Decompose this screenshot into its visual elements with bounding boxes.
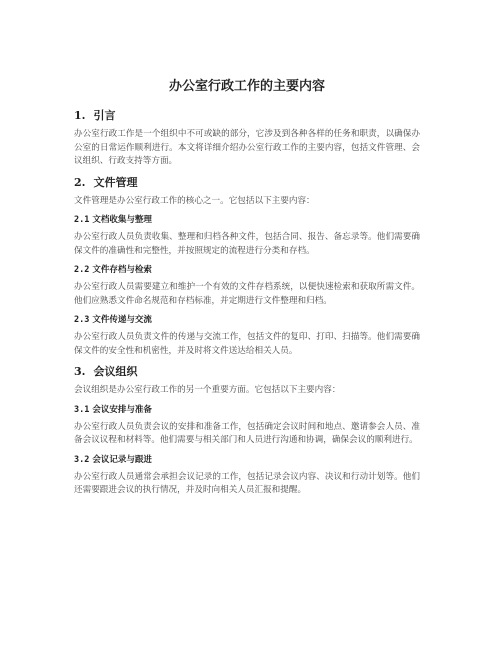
document-title: 办公室行政工作的主要内容: [168, 79, 325, 94]
subsection-heading: [74, 214, 420, 227]
paragraph: 会议组织是办公室行政工作的另一个重要方面。它包括以下主要内容：: [74, 385, 341, 395]
subsection-heading-text: 文档收集与整理: [92, 215, 152, 225]
subsection-heading: [74, 264, 420, 277]
subsection-number: 3.2: [74, 454, 90, 465]
subsection-heading-text: 文件传递与交流: [92, 315, 152, 325]
paragraph: 办公室行政人员通常会承担会议记录的工作，包括记录会议内容、决议和行动计划等。他们还需要跟进会议的执行情况，并及时向相关人员汇报和提醒。: [74, 471, 420, 495]
section-heading: [74, 364, 420, 380]
subsection-heading: [74, 454, 420, 467]
section-meeting-organization: [74, 364, 420, 498]
section-heading-text: 会议组织: [93, 365, 138, 378]
paragraph: 办公室行政人员需要建立和维护一个有效的文件存档系统，以便快速检索和获取所需文件。他们应熟悉文件命名规范和存档标准，并定期进行文件整理和归档。: [74, 282, 420, 306]
paragraph: 办公室行政人员负责收集、整理和归档各种文件，包括合同、报告、备忘录等。他们需要确保文件的准确性和完整性，并按照规定的流程进行分类和存档。: [74, 232, 420, 256]
section-heading: [74, 175, 420, 191]
section-number: 3.: [74, 365, 86, 378]
section-heading: [74, 108, 420, 124]
paragraph: 办公室行政工作是一个组织中不可或缺的部分，它涉及到各种各样的任务和职责，以确保办公室的日常运作顺利进行。本文将详细介绍办公室行政工作的主要内容，包括文件管理、会议组织、行政支持等方面。: [74, 129, 420, 166]
subsection-number: 2.3: [74, 315, 90, 325]
section-intro: [74, 108, 420, 169]
section-number: 2.: [74, 175, 86, 189]
subsection-heading: [74, 314, 420, 327]
section-file-management: [74, 175, 420, 359]
subsection-number: 2.1: [74, 215, 90, 225]
subsection-heading-text: 会议安排与准备: [92, 404, 152, 415]
subsection-heading-text: 会议记录与跟进: [92, 454, 152, 465]
paragraph: 办公室行政人员负责文件的传递与交流工作，包括文件的复印、打印、扫描等。他们需要确保文件的安全性和机密性，并及时将文件送达给相关人员。: [74, 332, 420, 356]
section-heading-text: 文件管理: [93, 175, 138, 189]
paragraph: 办公室行政人员负责会议的安排和准备工作，包括确定会议时间和地点、邀请参会人员、准备会议议程和材料等。他们需要与相关部门和人员进行沟通和协调，确保会议的顺利进行。: [74, 421, 420, 445]
subsection-heading: [74, 404, 420, 417]
paragraph: 文件管理是办公室行政工作的核心之一。它包括以下主要内容：: [74, 195, 315, 206]
section-heading-text: 引言: [93, 109, 116, 122]
subsection-heading-text: 文件存档与检索: [92, 265, 152, 275]
subsection-number: 2.2: [74, 265, 90, 275]
subsection-number: 3.1: [74, 404, 90, 415]
section-number: 1.: [74, 109, 86, 122]
